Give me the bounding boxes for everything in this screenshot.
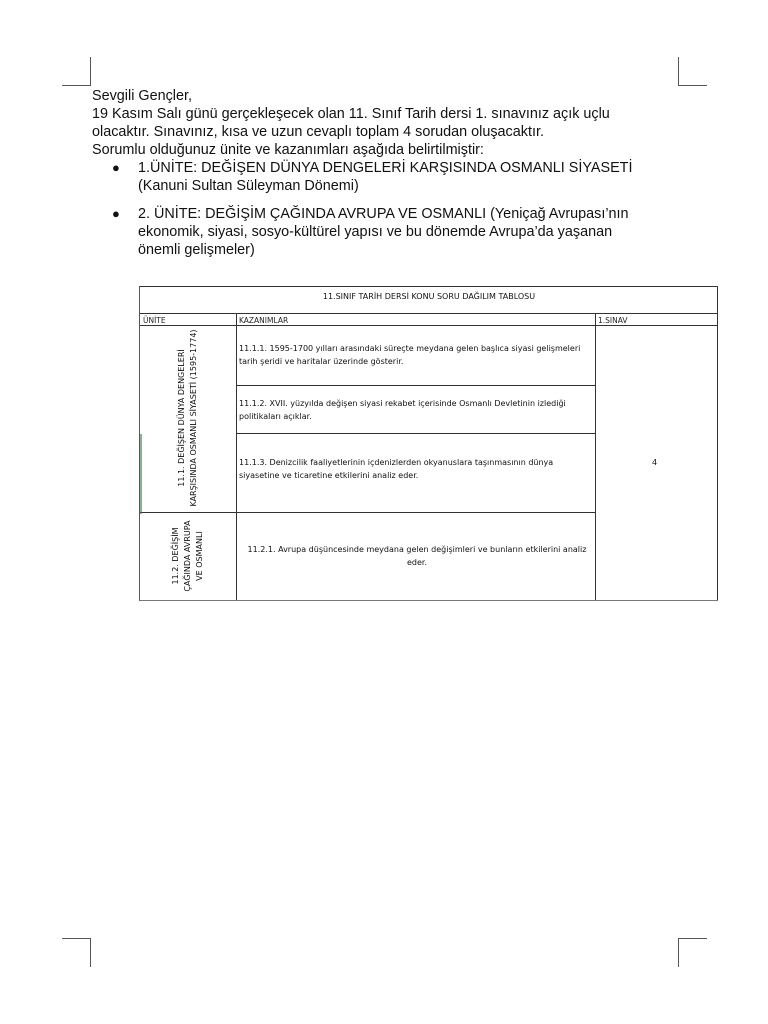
unit-1-line: KARŞISINDA OSMANLI SİYASETİ (1595-1774) <box>189 329 198 507</box>
table-rule <box>236 433 595 434</box>
crop-mark-top-left <box>62 57 91 86</box>
outcome-11-1-2: 11.1.2. XVII. yüzyılda değişen siyasi rekabet içerisinde Osmanlı Devletinin izlediği politikaları açıklar. <box>239 399 566 421</box>
unit-text: 1.ÜNİTE: DEĞİŞEN DÜNYA DENGELERİ KARŞISINDA OSMANLI SİYASETİ (Kanuni Sultan Süleyman Dönemi) <box>138 160 633 194</box>
bullet-icon: ● <box>112 160 120 175</box>
greeting: Sevgili Gençler, <box>92 88 192 104</box>
table-border-top <box>140 286 718 287</box>
table-rule <box>140 313 718 314</box>
outcome-11-2-1: 11.2.1. Avrupa düşüncesinde meydana gelen değişimleri ve bunların etkilerini analiz eder. <box>247 545 587 567</box>
unit-2-line: ÇAĞINDA AVRUPA <box>183 520 192 592</box>
list-item <box>92 159 652 195</box>
table-rule <box>140 325 718 326</box>
cell-edge-mark <box>140 434 142 514</box>
header-outcomes: KAZANIMLAR <box>239 316 289 325</box>
crop-mark-top-right <box>678 57 707 86</box>
header-exam: 1.SINAV <box>598 316 628 325</box>
bullet-icon: ● <box>112 206 120 221</box>
question-distribution-table <box>139 286 718 601</box>
outcome-11-1-1: 11.1.1. 1595-1700 yılları arasındaki süreçte meydana gelen başlıca siyasi gelişmeleri tarih şeridi ve haritalar üzerinde gösterir. <box>239 344 581 366</box>
unit-2-line: 11.2. DEĞİŞİM <box>171 527 180 585</box>
units-intro: Sorumlu olduğunuz ünite ve kazanımları aşağıda belirtilmiştir: <box>92 142 484 158</box>
unit-text: 2. ÜNİTE: DEĞİŞİM ÇAĞINDA AVRUPA VE OSMANLI (Yeniçağ Avrupası’nın ekonomik, siyasi, sosyo-kültürel yapısı ve bu dönemde Avrupa’da yaşanan önemli gelişmeler) <box>138 206 629 258</box>
unit-2-line: VE OSMANLI <box>195 531 204 581</box>
letter-body <box>92 87 652 269</box>
unit-2-label <box>170 520 206 591</box>
header-unit: ÜNİTE <box>143 316 166 325</box>
table-rule <box>236 313 237 600</box>
table-border-right <box>717 286 718 600</box>
table-title: 11.SINIF TARİH DERSİ KONU SORU DAĞILIM TABLOSU <box>322 292 536 301</box>
unit-list <box>92 159 652 259</box>
outcome-11-1-3: 11.1.3. Denizcilik faaliyetlerinin içdenizlerden okyanuslara taşınmasının dünya siyasetine ve ticaretine etkilerini analiz eder. <box>239 458 554 480</box>
crop-mark-bottom-right <box>678 938 707 967</box>
crop-mark-bottom-left <box>62 938 91 967</box>
list-item <box>92 205 652 259</box>
exam-info: 19 Kasım Salı günü gerçekleşecek olan 11. Sınıf Tarih dersi 1. sınavınız açık uçlu olacaktır. Sınavınız, kısa ve uzun cevaplı toplam 4 sorudan oluşacaktır. <box>92 106 610 140</box>
table-rule <box>595 313 596 600</box>
unit-1-label <box>176 329 200 506</box>
table-rule <box>236 385 595 386</box>
unit-1-line: 11.1. DEĞİŞEN DÜNYA DENGELERİ <box>177 349 186 487</box>
question-count: 4 <box>652 458 658 467</box>
table-rule <box>140 512 595 513</box>
